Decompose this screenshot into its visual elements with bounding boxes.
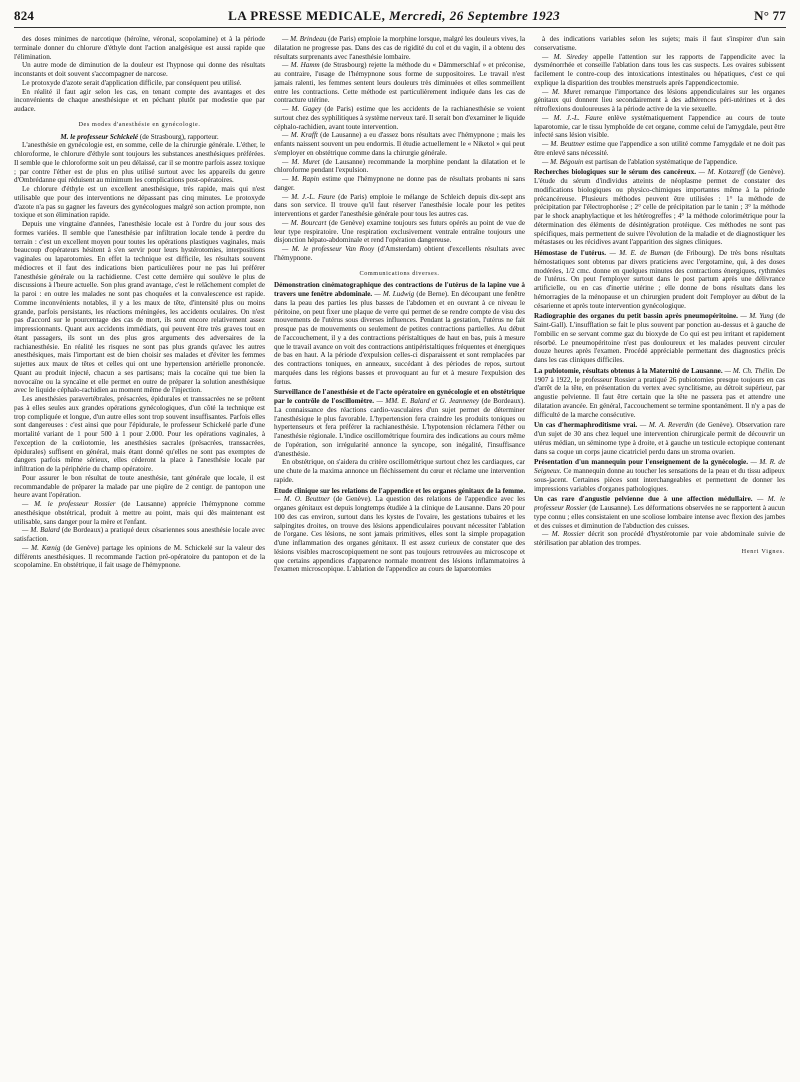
communication-author: — M. Kotzareff	[695, 168, 745, 177]
discussion-paragraph	[534, 114, 785, 140]
speaker-text: (de Paris) emploie la morphine lorsque, malgré les douleurs vives, la dilatation ne progresse pas. Dans des cas de rigidité du col et du vagin, il a obtenu des résultats surprenants avec l'anesthésie lombaire.	[274, 35, 525, 61]
speaker-name: — M. le professeur Van Rooy	[282, 245, 375, 253]
speaker-text: (de Strasbourg) rejette la méthode du « Dämmerschlaf » et préconise, au contraire, l'usage de l'hémypnone sous forme de suppositoires. Le travail n'est jamais ralenti, les femmes sentent leurs douleurs très diminuées et elles sommeillent entre les contractions. Cette méthode est particulièrement indiquée dans les cas de contracture utérine.	[274, 61, 525, 105]
communication-text: (de Fribourg). De très bons résultats hémostatiques sont obtenus par divers praticiens avec l'ergotamine, qui, à des doses modérées, 1/2 cmc. donne en quelques minutes des contractions énergiques, rythmées de l'utérus. On peut l'employer surtout dans le post partum après une délivrance artificielle, ou en cas d'inertie utérine ; elle donne de bons résultats dans les hémorragies de la ménopause et un chirurgien prudent doit l'employer au début de la césarienne et après toute intervention gynécologique.	[534, 249, 785, 310]
discussion-paragraph	[274, 131, 525, 157]
issue-number: N° 77	[754, 8, 786, 23]
issue-date: Mercredi, 26 Septembre 1923	[389, 8, 561, 23]
paragraph: En obstétrique, on s'aidera du critère oscillométrique surtout chez les cardiaques, car une chute de la maxima annonce un fléchissement du cœur et réclame une intervention rapide.	[274, 458, 525, 484]
communication-title: Un cas rare d'angustie pelvienne due à une affection médullaire.	[534, 495, 753, 504]
speaker-text: estime que l'hémypnone ne donne pas de résultats probants ni sans danger.	[274, 175, 525, 192]
communication-paragraph	[534, 367, 785, 420]
communication-paragraph	[534, 421, 785, 456]
speaker-name: — M. J.-L. Faure	[542, 113, 603, 122]
discussion-paragraph	[534, 530, 785, 548]
communication-title: La pubiotomie, résultats obtenus à la Maternité de Lausanne.	[534, 366, 723, 375]
discussion-paragraph	[274, 105, 525, 131]
speaker-name: — M. le professeur Rossier	[22, 500, 116, 508]
discussion-paragraph	[534, 158, 785, 167]
communication-title: Présentation d'un mannequin pour l'enseignement de la gynécologie.	[534, 458, 748, 467]
communication-paragraph	[274, 388, 525, 458]
speaker-text: (d'Amsterdam) obtient d'excellents résultats avec l'hémypnone.	[274, 245, 525, 262]
discussion-paragraph	[14, 544, 265, 570]
paragraph: Un autre mode de diminution de la douleur est l'hypnose qui donne des résultats inconstants et doit souvent s'accompagner de narcose.	[14, 61, 265, 78]
communication-text: (de Genève). La question des relations de l'appendice avec les organes génitaux est depuis longtemps étudiée à la clinique de Lausanne. Dans 20 pour 100 des cas environ, surtout dans les kystes de l'ovaire, les gestations tubaires et les salpingites droites, on trouve des lésions appendiculaires pouvant nécessiter l'ablation de l'organe. Ces lésions, ne sont jamais primitives, elles sont la simple propagation d'une inflammation des organes génitaux. Il est assez curieux de constater que des lésions visibles macroscopiquement ne sont pas toujours retrouvées au microscope et que certains appendices d'apparence normale montrent des lésions inflammatoires à l'examen microscopique. L'ablation de l'appendice au cours de laparotomies	[274, 495, 525, 574]
speaker-text: est partisan de l'ablation systématique de l'appendice.	[583, 157, 738, 166]
speaker-name: — M. Brindeau	[282, 35, 327, 43]
paragraph: Depuis une vingtaine d'années, l'anesthésie locale est à l'ordre du jour sous des formes variées. Il semble que l'anesthésie par infiltration locale tende à perdre du terrain : c'est un excellent moyen pour toutes les opérations plastiques vaginales, mais beaucoup d'opérateurs hésitent à s'en servir pour leurs hystérotomies, interpositions vaginales ou laparotomies. En effet la technique est difficile, les résultats souvent médiocres et il faut des indications bien particulières pour ne pas lui préférer l'anesthésie générale ou la rachidienne. C'est cette dernière qui soulève le plus de discussions à l'heure actuelle. Son plus grand avantage, c'est le relâchement complet de la paroi : en outre les malades ne sont pas choquées et la convalescence est rapide. Comme inconvénients notables, il y a les maux de tête, d'intensité plus ou moins grande, parfois persistants, les réactions méningées, les accidents oculaires. On n'est pas d'accord sur le pourcentage des cas de mort, ils sont encore relativement assez impressionnants. Quant aux accidents immédiats, qui peuvent être très graves tout en étant passagers, ils sont un des plus gros arguments des adversaires de la rachianesthésie. En réalité les risques ne sont pas plus grands qu'avec les autres anesthésiques, mais l'important est de bien choisir ses malades et d'éviter les femmes sujettes aux maux de têtes et celles qui ont une hypertension artérielle prononcée. Quant au produit injecté, chacun a ses partisans; mais la cocaïne qui tue bien la novocaïne ou la syncaïne et elle permet en outre de préparer la solution anesthésique avec le liquide céphalo-rachidien au moment même de l'injection.	[14, 220, 265, 395]
communication-title: Etude clinique sur les relations de l'appendice et les organes génitaux de la femme.	[274, 486, 525, 495]
signature: Henri Vignes.	[741, 547, 785, 555]
speaker-text: appelle l'attention sur les rapports de l'appendicite avec la dysménorrhée et conseille l'ablation dans tous les cas suspects. Les ovaires subissent facilement le contre-coup des intoxications intestinales ou hépatiques, c'est ce qui explique la disparition des troubles menstruels après l'appendicectomie.	[534, 52, 785, 87]
communication-paragraph	[274, 281, 525, 386]
speaker-name: — M. Siredey	[542, 52, 588, 61]
communication-title: Surveillance de l'anesthésie et de l'acte opératoire en gynécologie et en obstétrique par le contrôle de l'oscillomètre.	[274, 388, 525, 405]
rapporteur-line	[14, 133, 265, 142]
section-heading: Communications diverses.	[359, 269, 440, 277]
communication-author: — M. A. Reverdin	[637, 421, 694, 430]
communication-title: Radiographie des organes du petit bassin après pneumopéritoine.	[534, 312, 738, 321]
speaker-name: — M. J.-L. Faure	[282, 192, 336, 201]
author-affiliation: (de Strasbourg), rapporteur.	[138, 132, 219, 141]
communication-title: Hémostase de l'utérus.	[534, 249, 607, 257]
communication-text: (de Berne). En découpant une fenêtre dans la peau des parties les plus basses de l'abdomen et en ouvrant à ce niveau le péritoine, on peut fixer une plaque de verre qui permet de se rendre compte de visu des mouvements de l'utérus sous diverses influences. Pendant la gestation, l'utérus ne fait presque pas de mouvements ou seulement de petites contractions partielles. Au début de l'accouchement, il y a des contractions péristaltiques de haut en bas, puis à mesure que le travail avance on voit des contractions antipéristaltiques fréquentes et énergiques de bas en haut. A la période d'expulsion celles-ci disparaissent et sont remplacées par des contractions toniques, en anneaux, succédant à des périodes de repos, surtout marquées dans les régions basses et provoquant au fur et à mesure l'expulsion des fœtus.	[274, 290, 525, 386]
discussion-paragraph	[274, 245, 525, 263]
speaker-name: — M. Beuttner	[542, 140, 585, 148]
column-middle	[274, 35, 525, 1075]
section-heading: Des modes d'anesthésie en gynécologie.	[78, 120, 201, 128]
speaker-name: — M. Muret	[542, 87, 581, 96]
speaker-text: remarque l'importance des lésions appendiculaires sur les organes génitaux qui donnent lieu secondairement à des adhérences péri-utérines et à des rétroflexions douloureuses à la période active de la vie sexuelle.	[534, 87, 785, 113]
journal-masthead	[228, 8, 560, 24]
communication-text: (de Saint-Gall). L'insufflation se fait le plus souvent par ponction au-dessus et à gauche de l'ombilic en se servant comme gaz du bioxyde de Co qui est peu irritant et rapidement résorbé. Le pneumopéritoine n'est pas douloureux et les malades peuvent circuler douze heures après l'examen. Procédé appréciable permettant des diagnostics précis dans les cas cliniques difficiles.	[534, 312, 785, 364]
discussion-paragraph	[274, 35, 525, 61]
communication-title: Recherches biologiques sur le sérum des cancéreux.	[534, 168, 696, 177]
communication-author: — M. le professeur Rossier	[534, 495, 785, 512]
communication-text: (de Lausanne). Les déformations observées ne se rapportent à aucun type connu ; elles consistaient en une scoliose lombaire intense avec flexion des jambes et des cuisses et diminution de l'abduction des cuisses.	[534, 504, 785, 530]
speaker-name: — M. Gagey	[282, 105, 322, 113]
speaker-name: — M. Muret	[282, 157, 320, 166]
speaker-name: — M. Bourcart	[282, 218, 327, 227]
journal-title: LA PRESSE MEDICALE,	[228, 8, 386, 23]
communication-author: — M. O. Beuttner	[274, 495, 330, 504]
communication-author: — MM. E. Balard et G. Jeanneney	[374, 397, 480, 405]
paragraph: Les anesthésies paravertébrales, présacrées, épidurales et transsacrées ne se prêtent pas à elles seules aux grandes opérations gynécologiques, d'un côté la technique est trop compliquée et longue, d'un autre elles sont trop souvent insuffisantes. Parfois elles sont dangereuses : c'est ainsi que pour l'épidurale, le professeur Schickelé parle d'une mortalité variant de 1 pour 500 à 1 pour 2.000. Pour les opérations vaginales, à l'exception de la cœliotomie, les anesthésies sacrales (présacrées, transsacrées, épidurales) suffisent en général, mais étant donné qu'elles ne sont pas exemptes de dangers parfois même sérieux, elles céderont la place à l'anesthésie locale par infiltration de la périphérie du champ opératoire.	[14, 395, 265, 473]
speaker-text: (de Paris) estime que les accidents de la rachianesthésie se voient surtout chez des syphilitiques à système nerveux taré. Il serait bon d'examiner le liquide céphalo-rachidien, avant toute intervention.	[274, 105, 525, 131]
speaker-text: (de Lausanne) apprécie l'hémypnone comme anesthésique obstétrical, produit à mettre au point, mais qui dès maintenant est utilisable, sans danger pour la mère et l'enfant.	[14, 500, 265, 526]
paragraph: à des indications variables selon les sujets; mais il faut s'inspirer d'un sain conservatisme.	[534, 35, 785, 52]
speaker-name: — M. Bégouin	[542, 157, 584, 166]
paragraph: Pour assurer le bon résultat de toute anesthésie, tant générale que locale, il est recommandable de préparer la malade par une piqûre de 2 centigr. de pantopon une heure avant l'opération.	[14, 473, 265, 500]
communication-text: (de Bordeaux). La connaissance des réactions cardio-vasculaires d'un sujet permet de déterminer l'anesthésique le plus favorable. L'hypertension fera craindre les produits toniques ou hypertenseurs et fera préférer la rachianesthésie. L'hypotension réclamera l'éther ou l'anesthésie régionale. L'indice oscillométrique fournira des indications au cours même de l'opération, son irrégularité annonce la syncope, son inégalité, l'insuffisance d'anesthésie.	[274, 397, 525, 458]
communication-paragraph	[534, 312, 785, 365]
paragraph: Le chlorure d'éthyle est un excellent anesthésique, très rapide, mais qui n'est utilisable que pour des interventions ne dépassant pas cinq minutes. Le protoxyde d'azote n'a pas su gagner les faveurs des gynécologues malgré son action prompte, non toxique et son élimination rapide.	[14, 185, 265, 220]
column-left	[14, 35, 265, 1075]
discussion-paragraph	[274, 219, 525, 245]
discussion-paragraph	[14, 500, 265, 526]
discussion-paragraph	[274, 61, 525, 105]
communication-text: Ce mannequin donne au toucher les sensations de la peau et du tissu adipeux sous-jacent. Certaines pièces sont interchangeables et permettent de donner les impressions variables d'organes pathologiques.	[534, 467, 785, 493]
discussion-paragraph	[14, 526, 265, 544]
speaker-text: (de Genève) examine toujours ses futurs opérés au point de vue de leur type respiratoire. Une respiration exclusivement ventrale entraîne toujours une disjonction hépato-abdominale et rend l'opération dangereuse.	[274, 218, 525, 245]
speaker-text: (de Lausanne) recommande la morphine pendant la dilatation et le chloroforme pendant l'expulsion.	[274, 157, 525, 175]
communication-text: (de Genève). L'étude du sérum d'individus atteints de néoplasme permet de constater des modifications biologiques ou physico-chimiques importantes même à la période précancéreuse. Plusieurs méthodes peuvent être utilisées : 1° la méthode de précipitation par l'électrophorèse ; 2° celle de précipitation par le tanin ; 3° la méthode par le shock anaphylactique et les hétérogreffes ; 4° la méthode colorimétrique pour la détermination des éléments de désintégration protéique. Ces méthodes ne sont pas spécifiques, mais permettent de suivre l'évolution de la maladie et de diagnostiquer les métastases ou les récidives avant l'apparition des signes cliniques.	[534, 168, 785, 247]
communication-title: Démonstration cinématographique des contractions de l'utérus de la lapine vue à travers une fenêtre abdominale.	[274, 281, 525, 298]
communication-author: — M. Ludwig	[372, 290, 415, 298]
discussion-paragraph	[534, 88, 785, 114]
communication-paragraph	[534, 168, 785, 247]
communication-title: Un cas d'hermaphroditisme vrai.	[534, 421, 638, 430]
column-right	[534, 35, 785, 1075]
paragraph: En réalité il faut agir selon les cas, en tenant compte des avantages et des inconvénients de chaque anesthésique et en péchant plutôt par modestie que par audace.	[14, 87, 265, 113]
speaker-name: — M. Rossier	[542, 530, 585, 539]
discussion-paragraph	[534, 140, 785, 158]
communication-author: — M. R. de Seigneux.	[534, 458, 785, 475]
speaker-text: (de Genève) partage les opinions de M. Schickelé sur la valeur des différents anesthésiques. Il recommande l'action pré-opératoire du pantopon et de la scopolamine. En obstétrique, il fait usage de l'hémypnone.	[14, 543, 265, 570]
author-name: M. le professeur Schickelé	[60, 132, 139, 141]
page-header	[14, 8, 786, 28]
speaker-text: (de Bordeaux) a pratiqué deux césariennes sous anesthésie locale avec satisfaction.	[14, 526, 265, 543]
text-columns	[14, 35, 786, 1075]
discussion-paragraph	[274, 175, 525, 193]
speaker-text: enlève systématiquement l'appendice au cours de toute laparotomie, car le tissu lymphoïde de cet organe, comme celui de l'amygdale, peut être infecté sans lésion visible.	[534, 113, 785, 140]
discussion-paragraph	[274, 193, 525, 219]
communication-paragraph	[534, 249, 785, 310]
communication-paragraph	[534, 458, 785, 493]
paragraph: Le protoxyde d'azote serait d'application difficile, par conséquent peu utilisé.	[22, 78, 242, 87]
communication-author: — M. E. de Buman	[606, 249, 671, 257]
speaker-text: décrit son procédé d'hystérotomie par voie abdominale suivie de stérilisation par ablation des trompes.	[534, 530, 785, 547]
communication-text: De 1907 à 1922, le professeur Rossier a pratiqué 26 pubiotomies presque toujours en cas d'arrêt de la tête, en présentation du vertex avec synclitisme, au détroit supérieur, par angustie pelvienne. Il faut être certain que la tête ne passera pas et attendre une dilatation avancée. En général, l'accouchement se termine spontanément. Il n'y a pas de difficulté de la marche consécutive.	[534, 366, 785, 419]
speaker-name: — M. Hamm	[282, 61, 320, 70]
communication-paragraph	[534, 495, 785, 530]
speaker-name: — M. Rapin	[282, 175, 320, 183]
speaker-name: — M. Kœnig	[22, 543, 61, 552]
speaker-text: (de Paris) emploie le mélange de Schleich depuis dix-sept ans dans son service. Il trouve qu'il faut réserver l'anesthésie locale pour les petites interventions et garder l'anesthésie générale pour tous les autres cas.	[274, 192, 525, 218]
page-number: 824	[14, 8, 35, 23]
speaker-text: estime que l'appendice a son utilité comme l'amygdale et ne doit pas être enlevé sans nécessité.	[534, 140, 785, 157]
speaker-name: — M. Balard	[22, 526, 60, 535]
discussion-paragraph	[534, 53, 785, 88]
speaker-text: (de Lausanne) a eu d'assez bons résultats avec l'hémypnone ; mais les enfants naissent souvent un peu endormis. Il étudie actuellement le « Niketol » qui peut s'employer en obstétrique comme dans la chirurgie générale.	[274, 131, 525, 157]
discussion-paragraph	[274, 158, 525, 176]
paragraph: L'anesthésie en gynécologie est, en somme, celle de la chirurgie générale. L'éther, le chloroforme, le chlorure d'éthyle sont toujours les substances anesthésiques préférées. Il semble que le chloroforme soit un peu délaissé, car il se montre parfois assez toxique ; par contre l'éther est de plus en plus utilisé surtout avec les appareils du genre d'Ombrédanne qui réduisent au minimum les complications post-opératoires.	[14, 141, 265, 185]
communication-text: (de Genève). Observation rare d'un sujet de 30 ans chez lequel une intervention chirurgicale permit de découvrir un utérus médian, un séminome type à droite, et à gauche un testicule ectopique contenant dans sa coque un corps jaune cicatriciel perdu dans un stroma ovarien.	[534, 421, 785, 456]
paragraph: des doses minimes de narcotique (héroïne, véronal, scopolamine) et à la période terminale donner du chlorure d'éthyle dont l'action analgésique est aussi rapide que l'élimination.	[14, 35, 265, 61]
speaker-name: — M. Krafft	[282, 131, 318, 140]
communication-paragraph	[274, 487, 525, 575]
communication-author: — M. Yung	[737, 312, 774, 321]
communication-author: — M. Ch. Thélin.	[722, 366, 775, 375]
